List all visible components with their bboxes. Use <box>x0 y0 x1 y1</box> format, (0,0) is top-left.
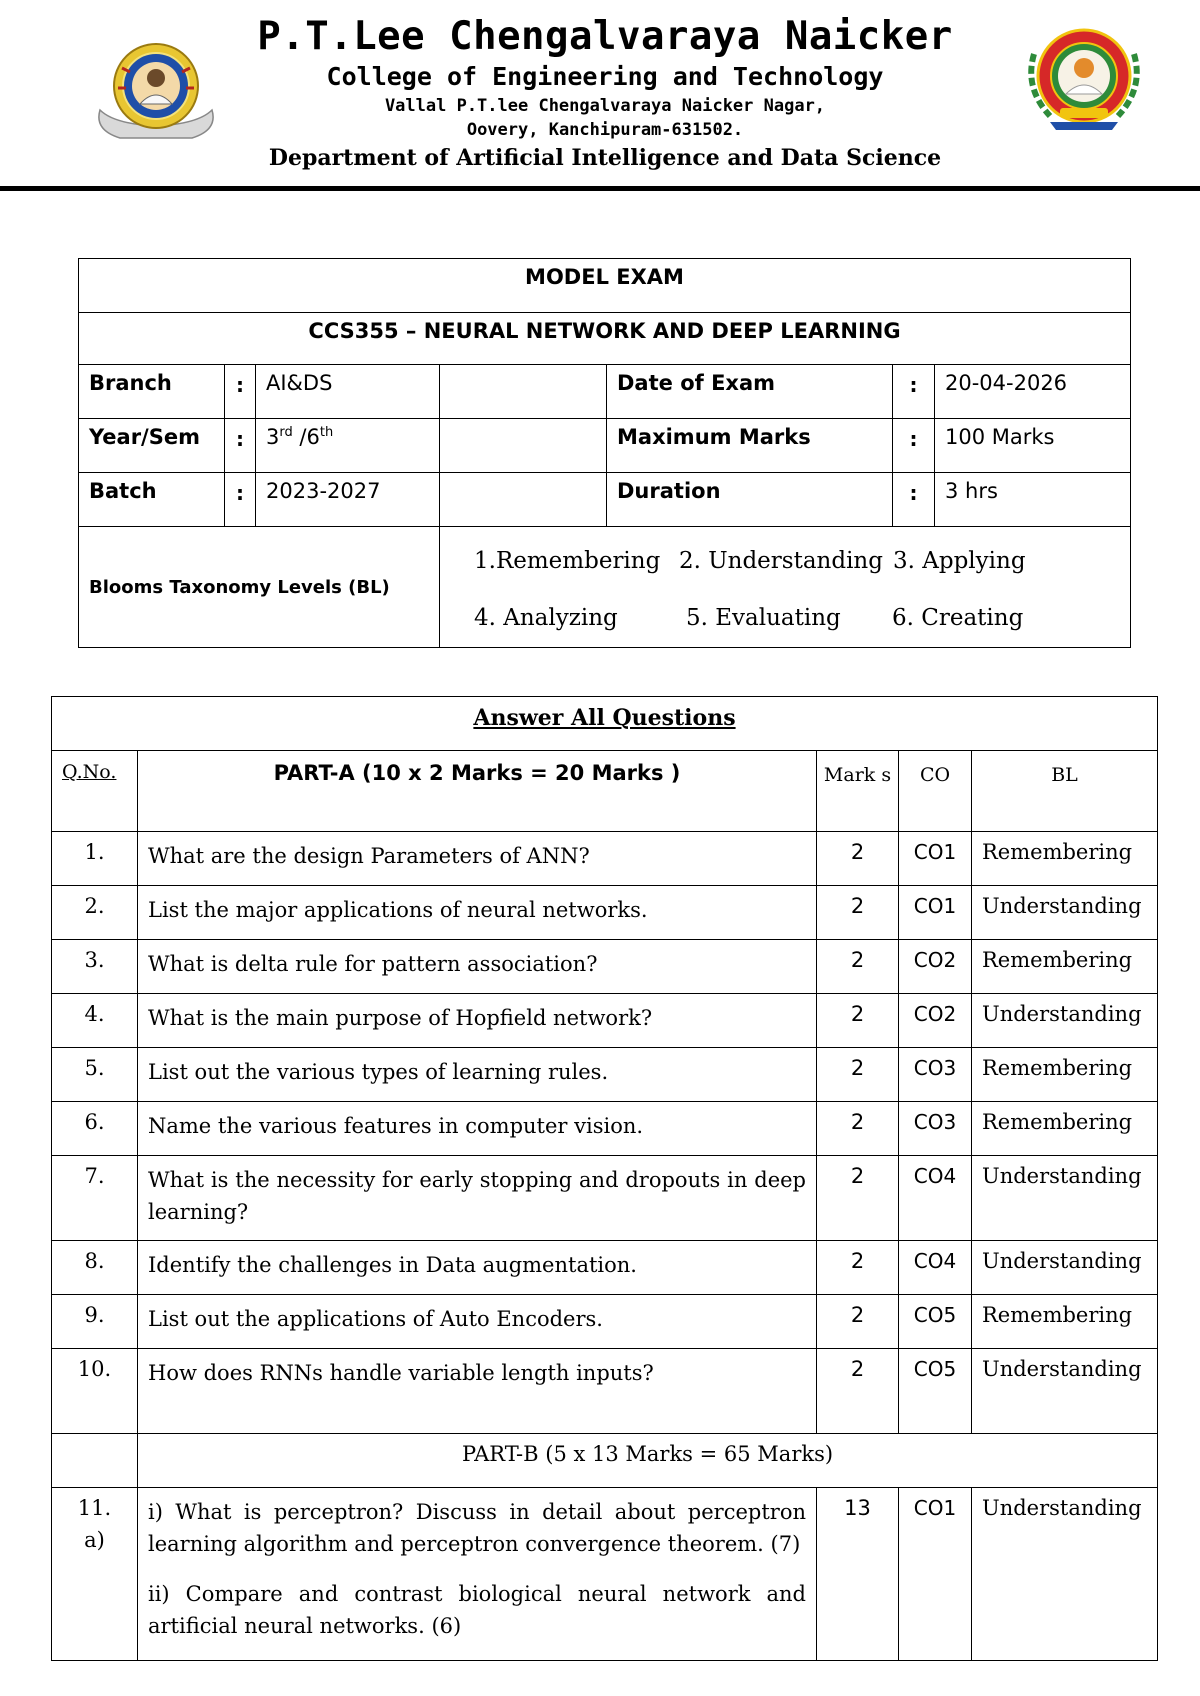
question-marks: 2 <box>817 1349 899 1434</box>
table-row <box>52 1295 1158 1349</box>
table-row <box>52 1102 1158 1156</box>
question-number: 1. <box>52 832 138 886</box>
date-value: 20-04-2026 <box>935 365 1131 419</box>
question-text: What is the necessity for early stopping and dropouts in deep learning? <box>138 1156 817 1241</box>
marks-header: Mark s <box>817 751 899 832</box>
colon: : <box>225 473 256 527</box>
question-marks: 2 <box>817 832 899 886</box>
question-co: CO3 <box>899 1048 972 1102</box>
question-bl: Remembering <box>972 832 1158 886</box>
question-text <box>138 1488 817 1661</box>
question-co: CO1 <box>899 1488 972 1661</box>
question-text: List the major applications of neural networks. <box>138 886 817 940</box>
max-marks-label: Maximum Marks <box>607 419 893 473</box>
course-title: CCS355 – NEURAL NETWORK AND DEEP LEARNING <box>79 313 1131 365</box>
table-row <box>52 1048 1158 1102</box>
branch-value: AI&DS <box>256 365 440 419</box>
empty-cell <box>440 473 607 527</box>
question-marks: 13 <box>817 1488 899 1661</box>
question-co: CO3 <box>899 1102 972 1156</box>
question-text: What is the main purpose of Hopfield network? <box>138 994 817 1048</box>
question-subpart: a) <box>84 1528 105 1552</box>
colon: : <box>893 365 935 419</box>
question-marks: 2 <box>817 1102 899 1156</box>
question-text: List out the applications of Auto Encoders. <box>138 1295 817 1349</box>
question-number: 6. <box>52 1102 138 1156</box>
question-co: CO2 <box>899 994 972 1048</box>
table-row <box>52 940 1158 994</box>
question-part-ii: ii) Compare and contrast biological neural network and artificial neural networks. (6) <box>148 1582 806 1638</box>
question-bl: Understanding <box>972 1349 1158 1434</box>
blooms-level: 6. Creating <box>892 605 1024 631</box>
colon: : <box>893 419 935 473</box>
blooms-level: 1.Remembering <box>474 548 661 574</box>
question-co: CO1 <box>899 832 972 886</box>
colon: : <box>225 365 256 419</box>
question-text: Identify the challenges in Data augmentation. <box>138 1241 817 1295</box>
table-row <box>52 832 1158 886</box>
table-row <box>52 1488 1158 1661</box>
college-subtitle: College of Engineering and Technology <box>326 62 884 91</box>
question-number: 8. <box>52 1241 138 1295</box>
empty-cell <box>440 365 607 419</box>
question-co: CO1 <box>899 886 972 940</box>
question-text: How does RNNs handle variable length inputs? <box>138 1349 817 1434</box>
question-bl: Understanding <box>972 1156 1158 1241</box>
exam-title: MODEL EXAM <box>79 259 1131 313</box>
question-marks: 2 <box>817 940 899 994</box>
empty-cell <box>440 419 607 473</box>
colon: : <box>225 419 256 473</box>
blooms-levels <box>440 527 1131 648</box>
answer-all-heading: Answer All Questions <box>52 697 1158 751</box>
blooms-level: 3. Applying <box>893 548 1026 574</box>
question-bl: Understanding <box>972 994 1158 1048</box>
question-marks: 2 <box>817 1241 899 1295</box>
exam-info-table <box>78 258 1131 648</box>
co-header: CO <box>899 751 972 832</box>
address-line-2: Oovery, Kanchipuram-631502. <box>466 120 744 140</box>
table-row <box>52 1156 1158 1241</box>
question-number <box>52 1488 138 1661</box>
part-a-header: PART-A (10 x 2 Marks = 20 Marks ) <box>138 751 817 832</box>
duration-value: 3 hrs <box>935 473 1131 527</box>
question-number-main: 11. <box>77 1496 112 1520</box>
question-number: 2. <box>52 886 138 940</box>
question-number: 3. <box>52 940 138 994</box>
questions-table <box>51 696 1158 1661</box>
table-row <box>52 886 1158 940</box>
question-co: CO4 <box>899 1156 972 1241</box>
yearsem-label: Year/Sem <box>79 419 225 473</box>
question-number: 4. <box>52 994 138 1048</box>
college-name: P.T.Lee Chengalvaraya Naicker <box>257 14 953 59</box>
empty-cell <box>52 1434 138 1488</box>
question-bl: Remembering <box>972 940 1158 994</box>
question-bl: Remembering <box>972 1102 1158 1156</box>
date-label: Date of Exam <box>607 365 893 419</box>
bl-header: BL <box>972 751 1158 832</box>
table-row <box>52 1241 1158 1295</box>
department-name: Department of Artificial Intelligence and Data Science <box>268 145 942 171</box>
question-co: CO2 <box>899 940 972 994</box>
question-number: 5. <box>52 1048 138 1102</box>
qno-header: Q.No. <box>52 751 138 832</box>
question-marks: 2 <box>817 994 899 1048</box>
colon: : <box>893 473 935 527</box>
question-co: CO5 <box>899 1349 972 1434</box>
blooms-level: 2. Understanding <box>679 548 883 574</box>
question-marks: 2 <box>817 1156 899 1241</box>
yearsem-value: 3rd /6th <box>256 419 440 473</box>
question-text: What are the design Parameters of ANN? <box>138 832 817 886</box>
question-text: List out the various types of learning rules. <box>138 1048 817 1102</box>
table-row <box>52 994 1158 1048</box>
question-text: Name the various features in computer vision. <box>138 1102 817 1156</box>
batch-value: 2023-2027 <box>256 473 440 527</box>
part-b-header: PART-B (5 x 13 Marks = 65 Marks) <box>138 1434 1158 1488</box>
question-number: 10. <box>52 1349 138 1434</box>
question-number: 9. <box>52 1295 138 1349</box>
question-marks: 2 <box>817 886 899 940</box>
question-bl: Understanding <box>972 1488 1158 1661</box>
question-bl: Understanding <box>972 886 1158 940</box>
blooms-level: 4. Analyzing <box>474 605 618 631</box>
letterhead <box>0 0 1200 200</box>
duration-label: Duration <box>607 473 893 527</box>
header-divider-thick <box>0 188 1200 191</box>
question-bl: Remembering <box>972 1295 1158 1349</box>
blooms-label: Blooms Taxonomy Levels (BL) <box>79 527 440 648</box>
question-text: What is delta rule for pattern association? <box>138 940 817 994</box>
question-co: CO4 <box>899 1241 972 1295</box>
question-part-i: i) What is perceptron? Discuss in detail about perceptron learning algorithm and perceptron convergence theorem. (7) <box>148 1500 806 1556</box>
question-marks: 2 <box>817 1295 899 1349</box>
branch-label: Branch <box>79 365 225 419</box>
table-row <box>52 1349 1158 1434</box>
question-bl: Remembering <box>972 1048 1158 1102</box>
question-bl: Understanding <box>972 1241 1158 1295</box>
question-co: CO5 <box>899 1295 972 1349</box>
max-marks-value: 100 Marks <box>935 419 1131 473</box>
college-emblem-right <box>1020 24 1148 134</box>
batch-label: Batch <box>79 473 225 527</box>
question-number: 7. <box>52 1156 138 1241</box>
address-line-1: Vallal P.T.lee Chengalvaraya Naicker Nagar, <box>384 96 826 116</box>
question-marks: 2 <box>817 1048 899 1102</box>
blooms-level: 5. Evaluating <box>686 605 841 631</box>
